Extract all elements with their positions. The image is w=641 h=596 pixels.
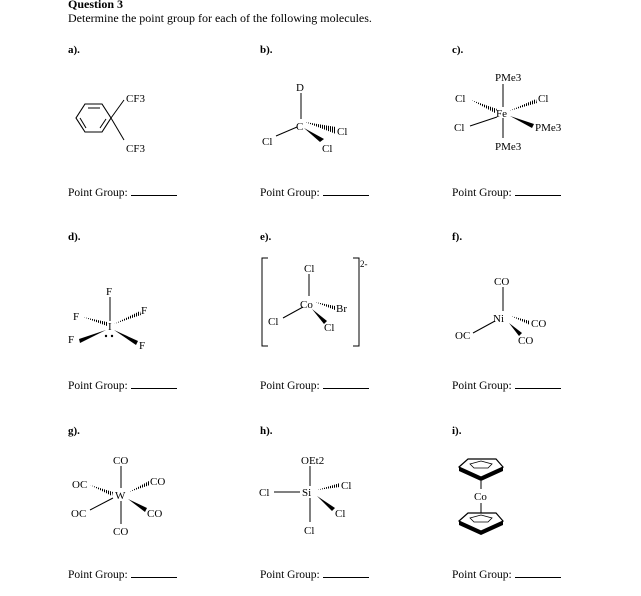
- atom-w-center: W: [115, 490, 126, 502]
- atom-oet2: OEt2: [301, 455, 325, 467]
- atom-f-top: F: [106, 286, 113, 298]
- molecule-e-structure: [262, 258, 368, 346]
- point-group-prompt: Point Group:: [452, 380, 512, 392]
- atom-cl-top: Cl: [304, 263, 315, 275]
- atom-c-center: C: [296, 121, 304, 133]
- atom-cl-upper-left: Cl: [455, 93, 466, 105]
- atom-co-top: CO: [494, 276, 510, 288]
- atom-pme3-bottom: PMe3: [495, 141, 522, 153]
- atom-cl-bottom: Cl: [322, 143, 333, 155]
- atom-cl-lower-left: Cl: [454, 122, 465, 134]
- atom-cl-left: Cl: [262, 136, 273, 148]
- molecule-i-structure: [459, 459, 503, 535]
- question-instructions: Determine the point group for each of the following molecules.: [68, 11, 372, 25]
- item-label-c: c).: [452, 44, 464, 56]
- molecule-c-structure: [454, 72, 562, 153]
- molecule-h-structure: [259, 455, 351, 537]
- atom-co-right: CO: [531, 318, 547, 330]
- item-label-i: i).: [452, 425, 462, 437]
- item-label-b: b).: [260, 44, 273, 56]
- point-group-prompt: Point Group:: [68, 569, 128, 581]
- item-label-e: e).: [260, 231, 272, 243]
- atom-cl-upper-right: Cl: [538, 93, 549, 105]
- point-group-prompt: Point Group:: [260, 187, 320, 199]
- atom-fe-center: Fe: [496, 108, 507, 120]
- atom-co-bottom: CO: [113, 526, 129, 538]
- atom-cl-right: Cl: [337, 126, 348, 138]
- item-label-f: f).: [452, 231, 463, 243]
- atom-cl-left: Cl: [268, 316, 279, 328]
- item-label-g: g).: [68, 425, 80, 437]
- atom-oc-lower-left: OC: [71, 508, 87, 520]
- point-group-prompt: Point Group:: [260, 569, 320, 581]
- atom-ni-center: Ni: [493, 313, 504, 325]
- atom-cl-left: Cl: [259, 487, 270, 499]
- atom-co-lower-right: CO: [518, 335, 534, 347]
- atom-cf3-upper: CF3: [126, 93, 145, 105]
- point-group-prompt: Point Group:: [260, 380, 320, 392]
- atom-oc-left: OC: [455, 330, 471, 342]
- atom-co-upper-right: CO: [150, 476, 166, 488]
- atom-cl-upper-right: Cl: [341, 480, 352, 492]
- atom-f-lower-left: F: [68, 334, 75, 346]
- molecule-b-structure: [262, 82, 347, 155]
- molecule-g-structure: [71, 455, 165, 538]
- atom-d: D: [296, 82, 304, 94]
- atom-co-top: CO: [113, 455, 129, 467]
- point-group-prompt: Point Group:: [452, 569, 512, 581]
- atom-si-center: Si: [302, 487, 312, 499]
- atom-cl-lower-right: Cl: [324, 322, 335, 334]
- atom-pme3-right: PMe3: [535, 122, 562, 134]
- atom-i-center: I: [108, 321, 112, 333]
- atom-cl-lower-right: Cl: [335, 508, 346, 520]
- point-group-prompt: Point Group:: [68, 380, 128, 392]
- atom-cl-bottom: Cl: [304, 525, 315, 537]
- atom-co-center: Co: [300, 299, 313, 311]
- molecule-a-structure: [76, 93, 145, 155]
- atom-oc-upper-left: OC: [72, 479, 88, 491]
- point-group-prompt: Point Group:: [452, 187, 512, 199]
- atom-co-center: Co: [474, 491, 487, 503]
- molecule-f-structure: [455, 276, 546, 347]
- atom-pme3-top: PMe3: [495, 72, 522, 84]
- atom-f-lower-right: F: [139, 340, 146, 352]
- atom-br: Br: [336, 303, 347, 315]
- atom-f-upper-right: F: [141, 305, 148, 317]
- item-label-d: d).: [68, 231, 81, 243]
- point-group-prompt: Point Group:: [68, 187, 128, 199]
- item-label-a: a).: [68, 44, 80, 56]
- complex-charge: 2-: [360, 259, 368, 269]
- atom-co-lower-right: CO: [147, 508, 163, 520]
- atom-f-upper-left: F: [73, 311, 80, 323]
- molecule-d-structure: [68, 286, 147, 352]
- item-label-h: h).: [260, 425, 273, 437]
- question-title: Question 3: [68, 0, 124, 11]
- atom-cf3-lower: CF3: [126, 143, 145, 155]
